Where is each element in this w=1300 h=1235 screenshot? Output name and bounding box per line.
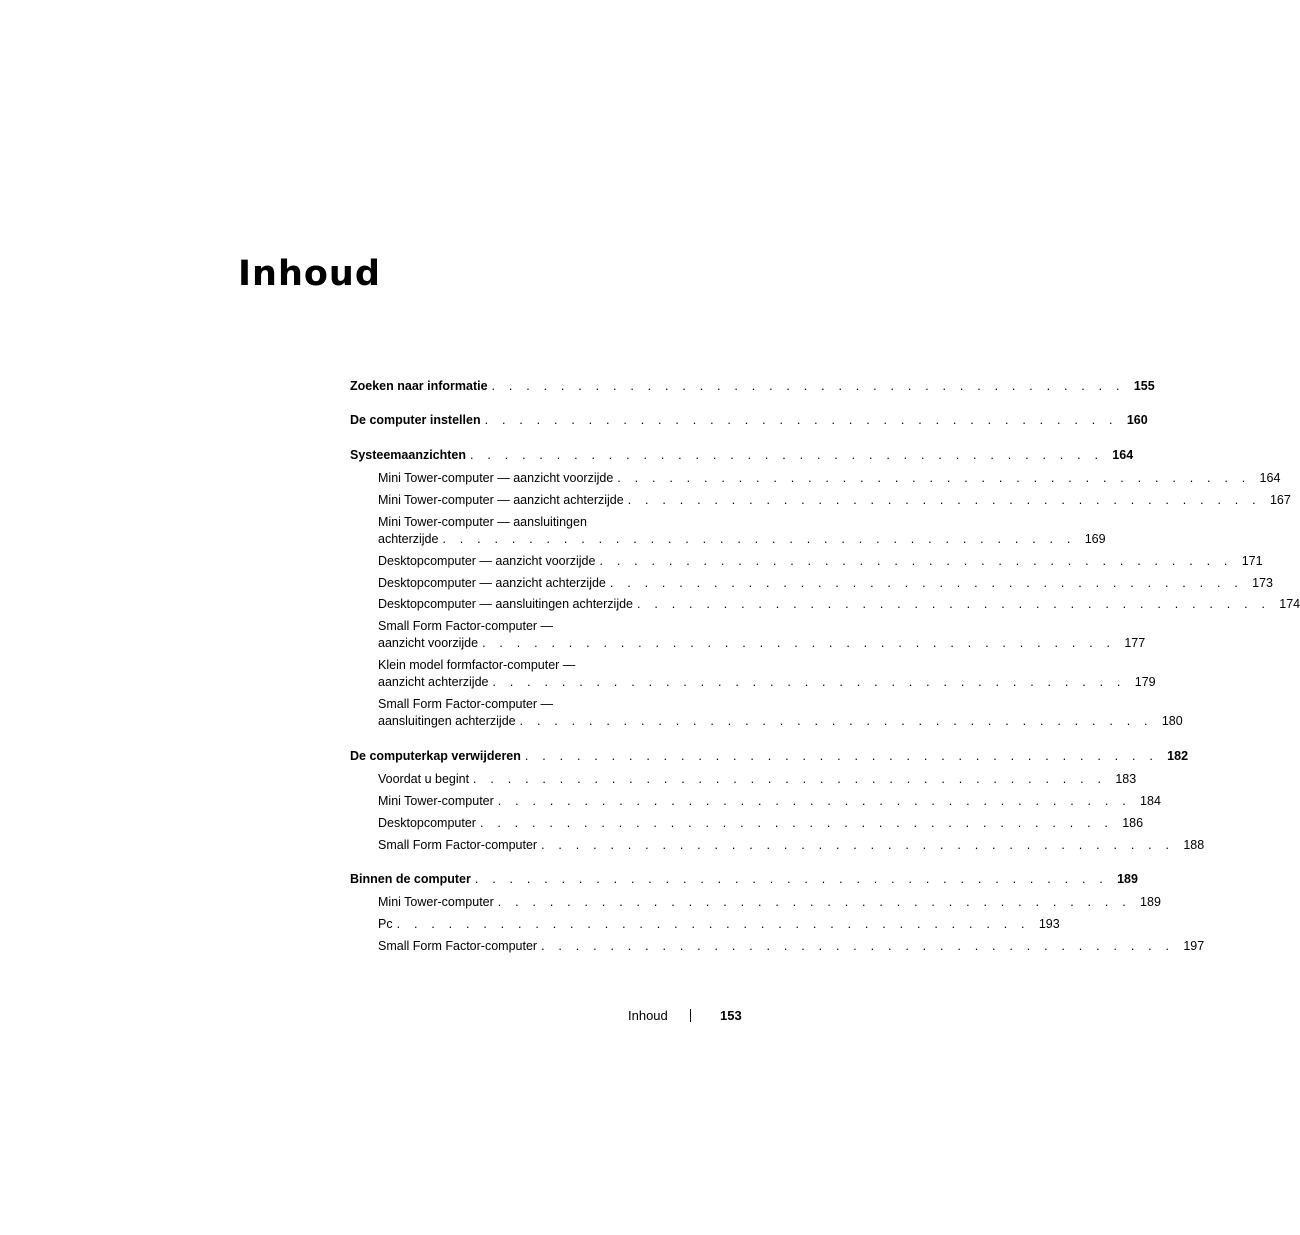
toc-entry-line xyxy=(378,657,688,674)
toc-entry-title: achterzijde xyxy=(378,532,439,546)
toc-page-number: 177 xyxy=(1124,636,1146,650)
toc-entry-line xyxy=(378,553,1263,570)
toc-leader-dots: . . . . . . . . . . . . . . . . . . . . . . . . . . . . . . . . . . . . . xyxy=(617,471,1251,485)
toc-entry-line xyxy=(378,793,1161,810)
toc-leader-dots: . . . . . . . . . . . . . . . . . . . . . . . . . . . . . . . . . . . . . xyxy=(637,597,1271,611)
toc-page-number: 169 xyxy=(1084,532,1106,546)
toc-entry-title: Pc xyxy=(378,917,393,931)
toc-entry-title: Mini Tower-computer xyxy=(378,794,494,808)
toc-entry-line xyxy=(350,871,1138,888)
toc-leader-dots: . . . . . . . . . . . . . . . . . . . . . . . . . . . . . . . . . . . . . xyxy=(484,413,1118,427)
toc-page-number: 184 xyxy=(1140,794,1161,808)
toc-section-entry xyxy=(378,575,1274,592)
toc-leader-dots: . . . . . . . . . . . . . . . . . . . . . . . . . . . . . . . . . . . . . xyxy=(497,794,1131,808)
toc-leader-dots: . . . . . . . . . . . . . . . . . . . . . . . . . . . . . . . . . . . . . xyxy=(474,872,1108,886)
toc-page-number: 167 xyxy=(1269,493,1291,507)
toc-leader-dots: . . . . . . . . . . . . . . . . . . . . . . . . . . . . . . . . . . . . . xyxy=(470,448,1104,462)
toc-chapter-entry xyxy=(350,412,1148,429)
toc-leader-dots: . . . . . . . . . . . . . . . . . . . . . . . . . . . . . . . . . . . . . xyxy=(609,576,1244,590)
toc-entry-title: aanzicht achterzijde xyxy=(378,675,489,689)
toc-page-number: 173 xyxy=(1252,576,1274,590)
toc-entry-line xyxy=(378,514,688,531)
toc-page-number: 182 xyxy=(1167,749,1189,763)
toc-leader-dots: . . . . . . . . . . . . . . . . . . . . . . . . . . . . . . . . . . . . . xyxy=(492,675,1126,689)
toc-entry-title: De computer instellen xyxy=(350,413,481,427)
toc-chapter-entry xyxy=(350,748,1189,765)
toc-page-number: 197 xyxy=(1183,939,1205,953)
toc-entry-line xyxy=(350,748,1189,765)
toc-entry-title: Desktopcomputer xyxy=(378,816,476,830)
toc-entry-title: Desktopcomputer — aanzicht voorzijde xyxy=(378,554,596,568)
toc-page-number: 160 xyxy=(1126,413,1148,427)
toc-entry-line xyxy=(378,674,1156,691)
toc-entry-title: Small Form Factor-computer — xyxy=(378,697,554,711)
toc-section-entry xyxy=(378,514,1106,548)
toc-entry-title: Klein model formfactor-computer — xyxy=(378,658,576,672)
toc-entry-line xyxy=(378,713,1183,730)
toc-leader-dots: . . . . . . . . . . . . . . . . . . . . . . . . . . . . . . . . . . . . . xyxy=(541,838,1175,852)
toc-entry-line xyxy=(350,412,1148,429)
toc-chapter-entry xyxy=(350,447,1134,464)
toc-entry-line xyxy=(378,575,1274,592)
toc-page-number: 155 xyxy=(1133,379,1155,393)
toc-section-entry xyxy=(378,470,1281,487)
toc-leader-dots: . . . . . . . . . . . . . . . . . . . . . . . . . . . . . . . . . . . . . xyxy=(479,816,1114,830)
toc-entry-line xyxy=(350,378,1155,395)
toc-entry-line xyxy=(378,618,688,635)
toc-page-number: 174 xyxy=(1279,597,1300,611)
toc-page-number: 186 xyxy=(1122,816,1144,830)
toc-page-number: 183 xyxy=(1115,772,1137,786)
toc-entry-title: Small Form Factor-computer xyxy=(378,838,538,852)
toc-entry-title: Mini Tower-computer — aanzicht achterzijde xyxy=(378,493,624,507)
toc-page-number: 171 xyxy=(1241,554,1263,568)
footer-label: Inhoud xyxy=(628,1008,668,1023)
toc-section-entry xyxy=(378,916,1060,933)
page-title: Inhoud xyxy=(238,254,381,294)
toc-leader-dots: . . . . . . . . . . . . . . . . . . . . . . . . . . . . . . . . . . . . . xyxy=(482,636,1116,650)
footer-page-number: 153 xyxy=(720,1008,742,1023)
toc-section-entry xyxy=(378,894,1161,911)
toc-leader-dots: . . . . . . . . . . . . . . . . . . . . . . . . . . . . . . . . . . . . . xyxy=(473,772,1107,786)
toc-page-number: 189 xyxy=(1140,895,1161,909)
toc-entry-title: Mini Tower-computer — aansluitingen xyxy=(378,515,587,529)
toc-page-number: 179 xyxy=(1134,675,1156,689)
toc-entry-line xyxy=(378,596,1300,613)
toc-entry-line xyxy=(378,771,1137,788)
toc-entry-line xyxy=(378,470,1281,487)
toc-page-number: 164 xyxy=(1112,448,1134,462)
toc-page-number: 189 xyxy=(1117,872,1138,886)
toc-chapter-entry xyxy=(350,871,1138,888)
toc-entry-title: De computerkap verwijderen xyxy=(350,749,521,763)
toc-entry-line xyxy=(350,447,1134,464)
toc-entry-title: aansluitingen achterzijde xyxy=(378,714,516,728)
toc-entry-title: Small Form Factor-computer xyxy=(378,939,538,953)
toc-leader-dots: . . . . . . . . . . . . . . . . . . . . . . . . . . . . . . . . . . . . . xyxy=(599,554,1233,568)
toc-entry-line xyxy=(378,837,1205,854)
toc-leader-dots: . . . . . . . . . . . . . . . . . . . . . . . . . . . . . . . . . . . . . xyxy=(442,532,1076,546)
toc-leader-dots: . . . . . . . . . . . . . . . . . . . . . . . . . . . . . . . . . . . . . xyxy=(524,749,1159,763)
toc-section-entry xyxy=(378,696,1183,730)
toc-section-entry xyxy=(378,815,1144,832)
toc-entry-title: Voordat u begint xyxy=(378,772,470,786)
page-footer xyxy=(560,1006,742,1026)
toc-entry-line xyxy=(378,635,1146,652)
toc-entry-title: Mini Tower-computer — aanzicht voorzijde xyxy=(378,471,614,485)
toc-entry-title: Small Form Factor-computer — xyxy=(378,619,554,633)
toc-entry-line xyxy=(378,696,688,713)
toc-leader-dots: . . . . . . . . . . . . . . . . . . . . . . . . . . . . . . . . . . . . . xyxy=(519,714,1153,728)
toc-entry-title: Mini Tower-computer xyxy=(378,895,494,909)
toc-entry-line xyxy=(378,916,1060,933)
toc-leader-dots: . . . . . . . . . . . . . . . . . . . . . . . . . . . . . . . . . . . . . xyxy=(497,895,1131,909)
toc-entry-title: Desktopcomputer — aanzicht achterzijde xyxy=(378,576,606,590)
toc-section-entry xyxy=(378,938,1205,955)
toc-page-number: 193 xyxy=(1038,917,1060,931)
toc-page-number: 180 xyxy=(1161,714,1183,728)
toc-entry-line xyxy=(378,894,1161,911)
toc-entry-title: Binnen de computer xyxy=(350,872,471,886)
toc-leader-dots: . . . . . . . . . . . . . . . . . . . . . . . . . . . . . . . . . . . . . xyxy=(627,493,1261,507)
toc-entry-title: Desktopcomputer — aansluitingen achterzijde xyxy=(378,597,633,611)
toc-page-number: 188 xyxy=(1183,838,1205,852)
toc-entry-title: Zoeken naar informatie xyxy=(350,379,488,393)
toc-section-entry xyxy=(378,596,1300,613)
footer-separator xyxy=(690,1009,691,1022)
toc-section-entry xyxy=(378,771,1137,788)
toc-section-entry xyxy=(378,553,1263,570)
toc-section-entry xyxy=(378,618,1146,652)
toc-entry-line xyxy=(378,492,1291,509)
toc-leader-dots: . . . . . . . . . . . . . . . . . . . . . . . . . . . . . . . . . . . . . xyxy=(491,379,1125,393)
toc-leader-dots: . . . . . . . . . . . . . . . . . . . . . . . . . . . . . . . . . . . . . xyxy=(396,917,1030,931)
toc-entry-line xyxy=(378,815,1144,832)
toc-entry-title: aanzicht voorzijde xyxy=(378,636,479,650)
toc-section-entry xyxy=(378,657,1156,691)
toc-entry-title: Systeemaanzichten xyxy=(350,448,467,462)
toc-entry-line xyxy=(378,531,1106,548)
toc-leader-dots: . . . . . . . . . . . . . . . . . . . . . . . . . . . . . . . . . . . . . xyxy=(541,939,1175,953)
toc-page-number: 164 xyxy=(1259,471,1281,485)
toc-entry-line xyxy=(378,938,1205,955)
toc-section-entry xyxy=(378,492,1291,509)
toc-section-entry xyxy=(378,793,1161,810)
toc-section-entry xyxy=(378,837,1205,854)
toc-chapter-entry xyxy=(350,378,1155,395)
